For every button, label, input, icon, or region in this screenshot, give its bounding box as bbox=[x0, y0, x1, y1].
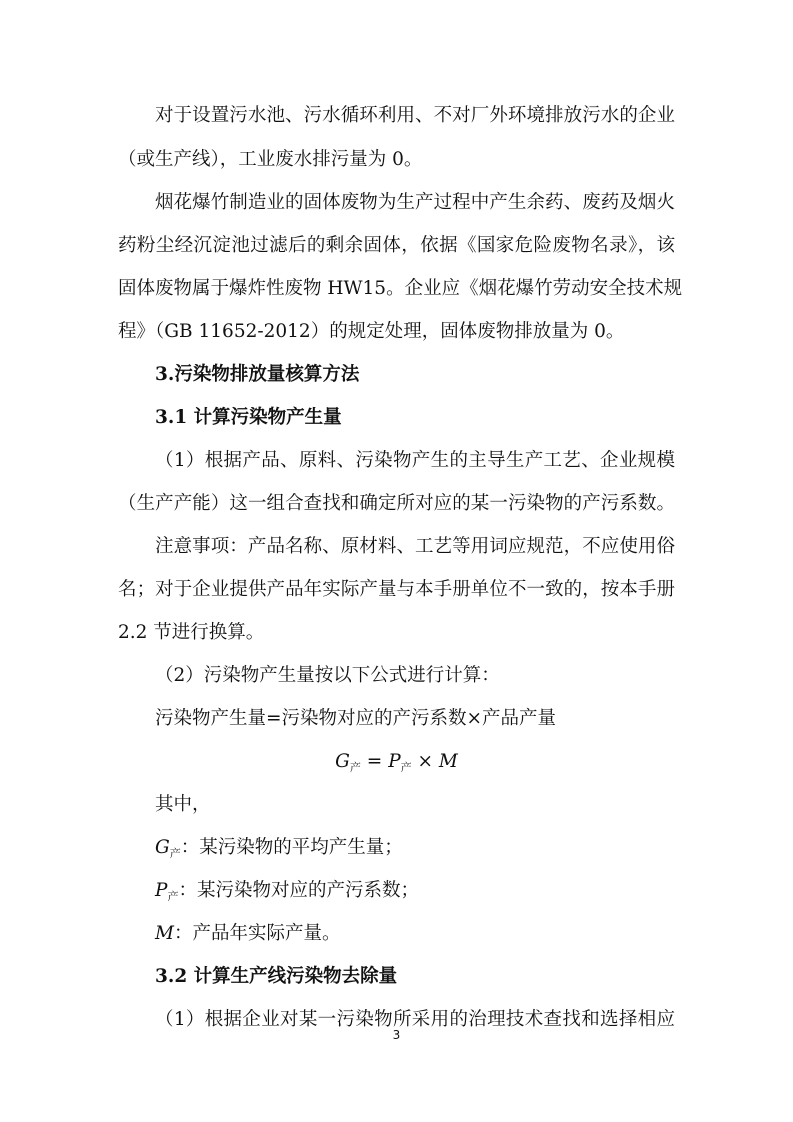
heading-3-2: 3.2 计算生产线污染物去除量 bbox=[155, 966, 398, 987]
formula-p-sub: 产 bbox=[400, 761, 412, 774]
formula-eq: = bbox=[360, 751, 389, 772]
formula-p: P bbox=[388, 751, 401, 772]
formula-g: G bbox=[335, 751, 350, 772]
def-m-var: M bbox=[155, 923, 174, 944]
line-last: （1）根据企业对某一污染物所采用的治理技术查找和选择相应 bbox=[155, 1009, 675, 1030]
def-p-var: P bbox=[155, 880, 168, 901]
def-p-sub: 产 bbox=[167, 890, 179, 903]
line-4: 药粉尘经沉淀池过滤后的剩余固体，依据《国家危险废物名录》，该 bbox=[118, 235, 675, 256]
line-1: 对于设置污水池、污水循环利用、不对厂外环境排放污水的企业 bbox=[155, 105, 675, 126]
heading-3-1: 3.1 计算污染物产生量 bbox=[155, 407, 342, 428]
line-13: 2.2 节进行换算。 bbox=[118, 622, 265, 643]
line-2: （或生产线），工业废水排污量为 0。 bbox=[118, 149, 423, 170]
page-number: 3 bbox=[392, 1028, 401, 1042]
line-5: 固体废物属于爆炸性废物 HW15。企业应《烟花爆竹劳动安全技术规 bbox=[118, 278, 683, 299]
def-g-var: G bbox=[155, 837, 170, 858]
def-m bbox=[155, 921, 675, 947]
formula-m: M bbox=[438, 751, 458, 772]
formula bbox=[0, 749, 793, 781]
def-m-text: ：产品年实际产量。 bbox=[173, 923, 341, 944]
heading-3: 3.污染物排放量核算方法 bbox=[155, 364, 360, 385]
def-g bbox=[155, 835, 675, 867]
line-10: （生产产能）这一组合查找和确定所对应的某一污染物的产污系数。 bbox=[118, 493, 675, 514]
line-14: （2）污染物产生量按以下公式进行计算： bbox=[155, 665, 500, 686]
def-p-text: ：某污染物对应的产污系数； bbox=[178, 880, 419, 901]
line-15: 污染物产生量=污染物对应的产污系数×产品产量 bbox=[155, 708, 557, 729]
line-where: 其中， bbox=[155, 794, 211, 815]
line-9: （1）根据产品、原料、污染物产生的主导生产工艺、企业规模 bbox=[155, 450, 675, 471]
line-11: 注意事项：产品名称、原材料、工艺等用词应规范，不应使用俗 bbox=[155, 536, 675, 557]
line-12: 名；对于企业提供产品年实际产量与本手册单位不一致的，按本手册 bbox=[118, 579, 675, 600]
formula-g-sub: 产 bbox=[349, 761, 361, 774]
def-g-sub: 产 bbox=[169, 847, 181, 860]
formula-times: × bbox=[411, 751, 439, 772]
def-g-text: ：某污染物的平均产生量； bbox=[180, 837, 403, 858]
line-6: 程》（GB 11652-2012）的规定处理，固体废物排放量为 0。 bbox=[118, 321, 625, 342]
line-3: 烟花爆竹制造业的固体废物为生产过程中产生余药、废药及烟火 bbox=[155, 192, 675, 213]
def-p bbox=[155, 878, 675, 910]
